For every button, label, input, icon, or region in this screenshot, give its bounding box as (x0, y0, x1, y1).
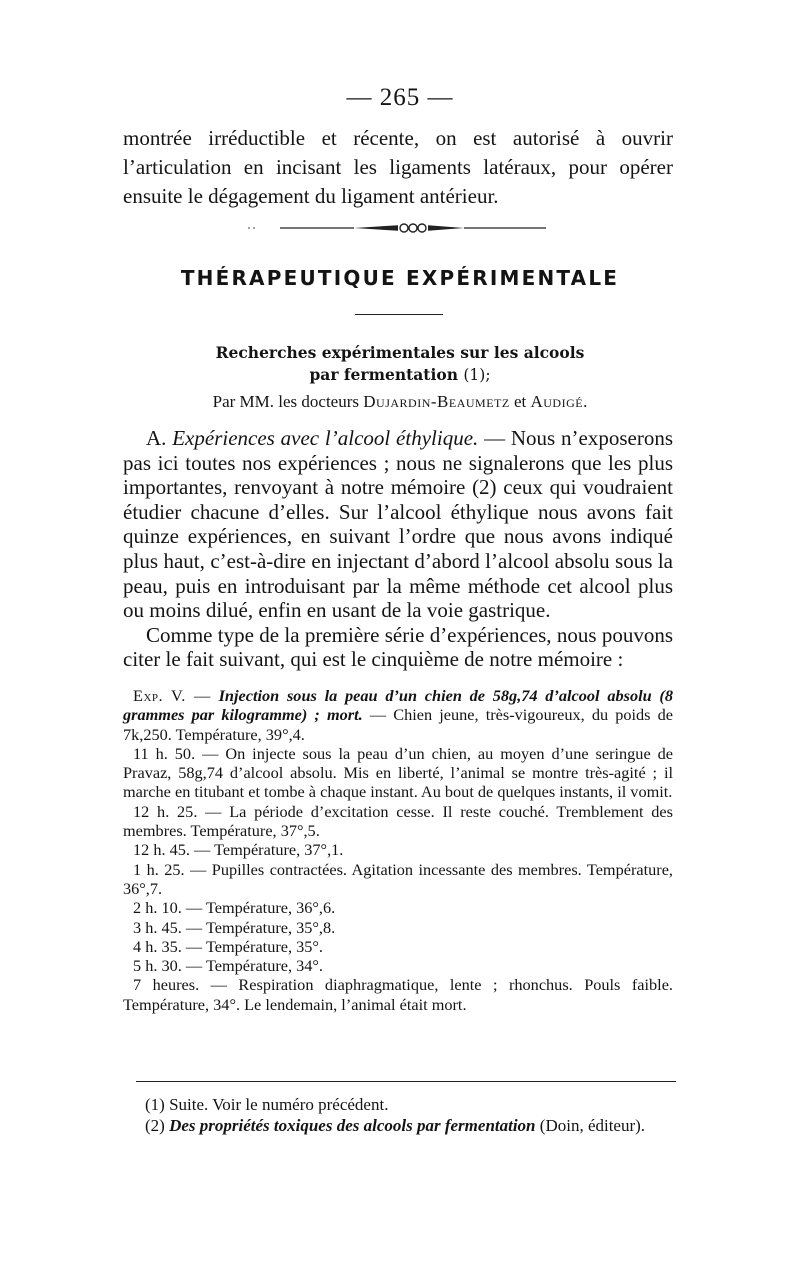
intro-paragraph-block (123, 124, 673, 211)
main-text (123, 426, 673, 672)
article-title-line-1: Recherches expérimentales sur les alcools (215, 343, 585, 362)
experiment-entry: 1 h. 25. — Pupilles contractées. Agitation incessante des membres. Température, 36°,7. (123, 859, 673, 898)
author-dujardin-beaumetz: Dujardin-Beaumetz (363, 392, 510, 411)
section-title: Expériences avec l’alcool éthylique. (172, 426, 479, 450)
article-title (0, 342, 800, 386)
article-title-line-2 (0, 364, 800, 386)
article-byline (0, 392, 800, 412)
ornament-divider-icon (248, 220, 548, 236)
footnotes (145, 1094, 685, 1136)
byline-and: et (513, 392, 527, 411)
footnote-2 (145, 1115, 685, 1136)
experiment-entry: 11 h. 50. — On injecte sous la peau d’un chien, au moyen d’une seringue de Pravaz, 58g,74 d’alcool absolu. Mis en liberté, l’animal se montre très-agité ; il marche en titubant et tombe à chaque instant. Au bout de quelques instants, il vomit. (123, 743, 673, 802)
footnote-2-number: (2) (145, 1116, 165, 1135)
footnote-1: (1) Suite. Voir le numéro précédent. (145, 1095, 389, 1114)
experiment-entry: 4 h. 35. — Température, 35°. (133, 936, 324, 956)
experiment-intro (123, 686, 673, 744)
experiment-entry: 12 h. 45. — Température, 37°,1. (133, 840, 344, 860)
experiment-intro-text: — Chien jeune, très-vigoureux, du poids de 7k,250. Température, 39°,4. (123, 705, 674, 744)
experiment-report (123, 686, 673, 1014)
page-number: — 265 — (346, 84, 454, 111)
experiment-title: Injection sous la peau d’un chien de 58g,74 d’alcool absolu (8 grammes par kilogramme) ; mort. (123, 686, 673, 725)
experiment-entry: 12 h. 25. — La période d’excitation cesse. Il reste couché. Tremblement des membres. Température, 37°,5. (123, 801, 673, 841)
footnote-2-publisher: (Doin, éditeur). (539, 1116, 646, 1135)
experiment-entry: 5 h. 30. — Température, 34°. (133, 956, 324, 976)
experiment-label: Exp. V. — (133, 686, 211, 705)
byline-end: . (583, 392, 588, 411)
footnote-rule (136, 1081, 676, 1082)
experiment-entry: 2 h. 10. — Température, 36°,6. (133, 898, 336, 918)
article-title-footnote-ref: (1); (463, 366, 491, 384)
body-paragraph-2: Comme type de la première série d’expériences, nous pouvons citer le fait suivant, qui est le cinquième de notre mémoire : (123, 622, 673, 672)
author-audige: Audigé (530, 392, 584, 411)
byline-prefix: Par MM. les docteurs (212, 392, 360, 411)
section-label: A. (146, 426, 167, 450)
section-heading: THÉRAPEUTIQUE EXPÉRIMENTALE (180, 266, 620, 290)
footnote-2-title: Des propriétés toxiques des alcools par fermentation (169, 1116, 536, 1135)
body-paragraph-1-text: — Nous n’exposerons pas ici toutes nos expériences ; nous ne signalerons que les plus importantes, renvoyant à notre mémoire (2) ceux qui voudraient étudier chacune d’elles. Sur l’alcool éthylique nous avons fait quinze expériences, en suivant l’ordre que nous avons indiqué plus haut, c’est-à-dire en injectant d’abord l’alcool absolu sous la peau, puis en introduisant par la même méthode cet alcool plus ou moins dilué, enfin en usant de la voie gastrique. (123, 426, 674, 623)
experiment-entry: 7 heures. — Respiration diaphragmatique, lente ; rhonchus. Pouls faible. Température, 34°. Le lendemain, l’animal était mort. (123, 975, 673, 1014)
article-title-line-2-text: par fermentation (309, 365, 458, 384)
experiment-entry: 3 h. 45. — Température, 35°,8. (133, 917, 336, 937)
body-paragraph-1 (123, 426, 673, 623)
intro-paragraph: montrée irréductible et récente, on est autorisé à ouvrir l’articulation en incisant les ligaments latéraux, pour opérer ensuite le dégagement du ligament antérieur. (123, 126, 673, 208)
heading-rule (355, 314, 443, 315)
